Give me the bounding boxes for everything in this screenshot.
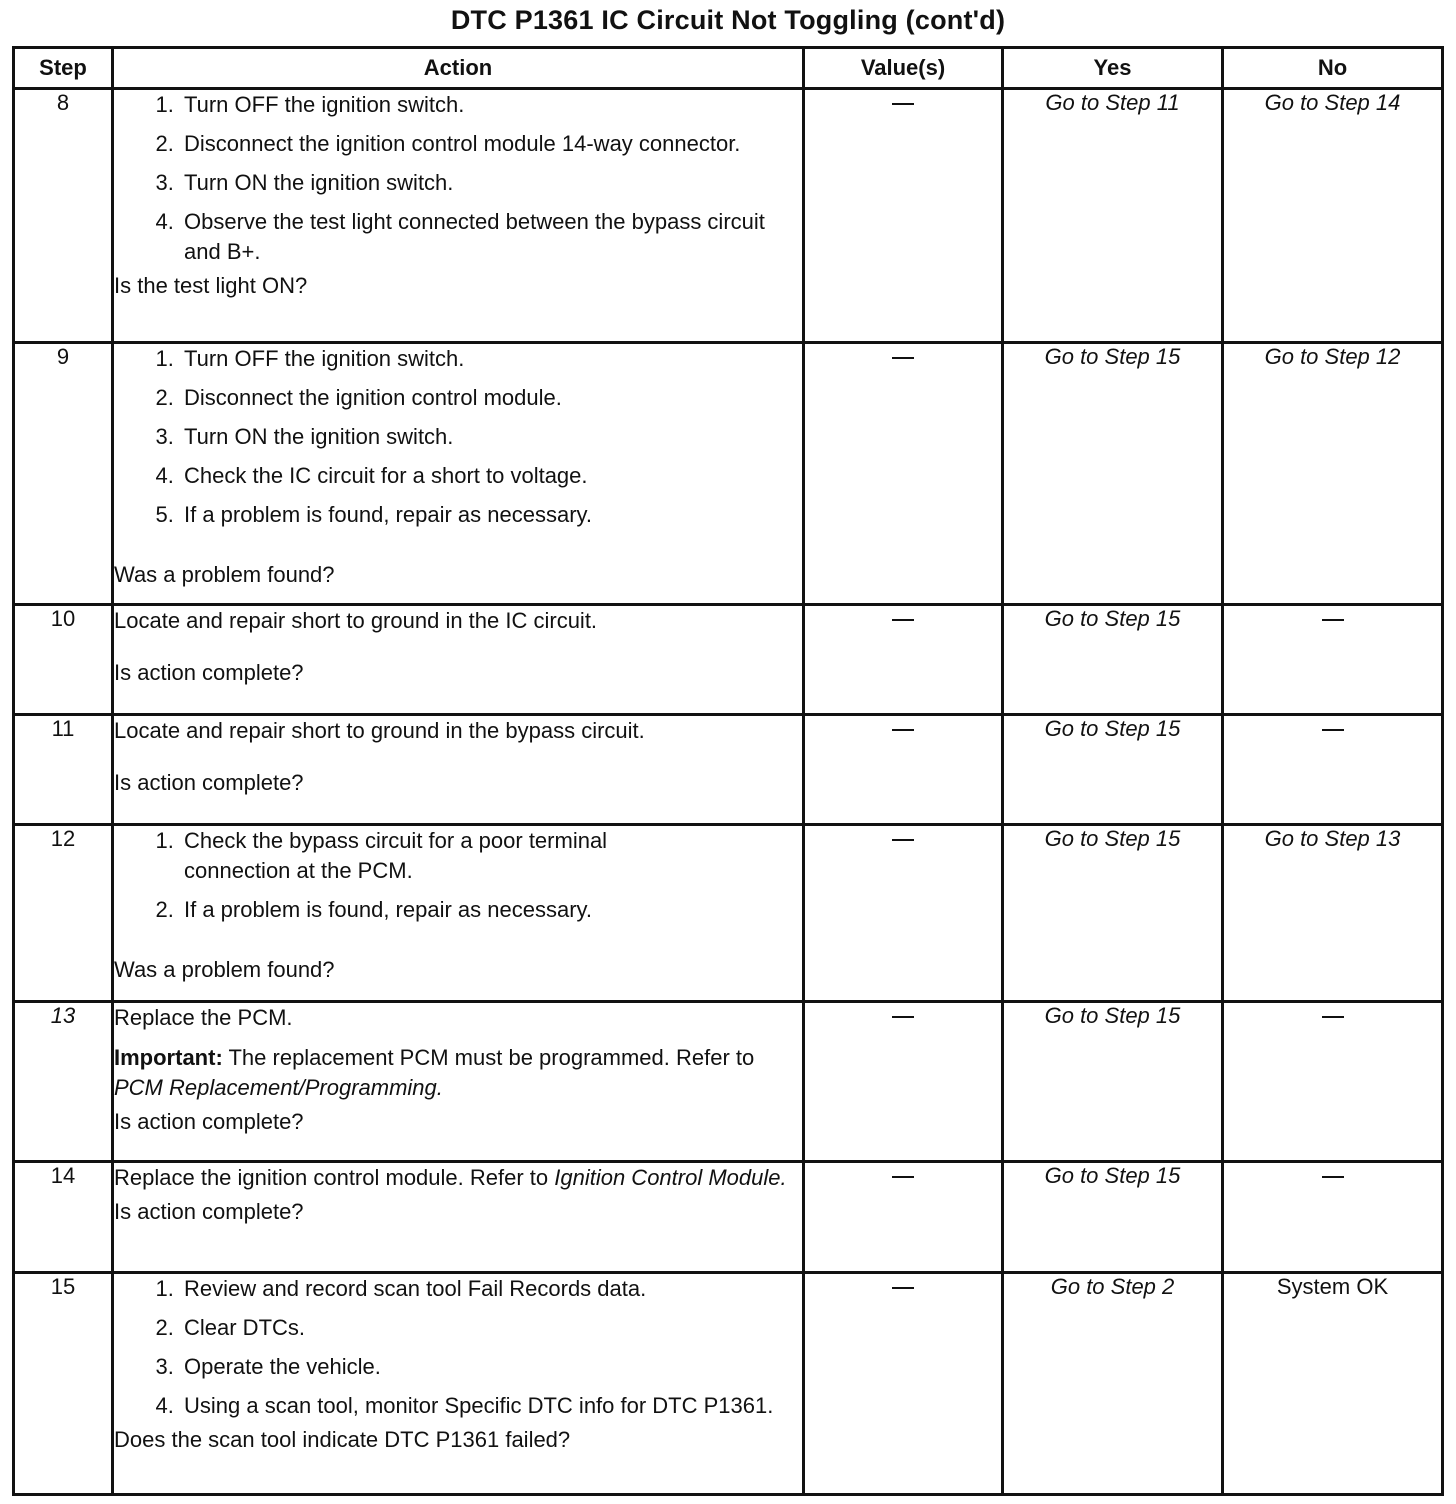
action-list (114, 826, 802, 925)
action-cell (113, 1162, 804, 1273)
step-number-italic: 13 (50, 1003, 76, 1028)
list-item: 5. If a problem is found, repair as necessary. (180, 500, 802, 530)
reference-link: PCM Replacement/Programming. (114, 1075, 443, 1100)
no-cell: Go to Step 14 (1223, 89, 1443, 343)
dash-mark (892, 1176, 914, 1178)
action-question: Is action complete? (114, 1109, 304, 1134)
yes-cell: Go to Step 15 (1003, 1162, 1223, 1273)
action-list (114, 1274, 802, 1421)
header-values: Value(s) (804, 48, 1003, 89)
action-list (114, 90, 802, 267)
yes-cell: Go to Step 15 (1003, 605, 1223, 715)
dash-mark (892, 729, 914, 731)
header-step: Step (14, 48, 113, 89)
list-item: 4. Check the IC circuit for a short to voltage. (180, 461, 802, 491)
list-item: 2. If a problem is found, repair as necessary. (180, 895, 802, 925)
list-item: 1. Turn OFF the ignition switch. (180, 344, 802, 374)
table-row (14, 89, 1443, 343)
dash-mark (1322, 1016, 1344, 1018)
list-item: 3. Turn ON the ignition switch. (180, 168, 802, 198)
action-question: Is action complete? (114, 770, 304, 795)
important-text: The replacement PCM must be programmed. Refer to (222, 1045, 755, 1070)
value-cell (804, 1273, 1003, 1495)
action-question: Was a problem found? (114, 562, 335, 587)
yes-cell: Go to Step 15 (1003, 825, 1223, 1002)
reference-link: Ignition Control Module. (554, 1165, 787, 1190)
page-title: DTC P1361 IC Circuit Not Toggling (cont'd) (450, 5, 1006, 35)
no-cell (1223, 1162, 1443, 1273)
action-question: Does the scan tool indicate DTC P1361 failed? (114, 1427, 571, 1452)
list-item: 1. Check the bypass circuit for a poor terminal connection at the PCM. (180, 826, 802, 886)
no-cell: Go to Step 13 (1223, 825, 1443, 1002)
action-cell (113, 89, 804, 343)
action-question: Is action complete? (114, 660, 304, 685)
list-item: 1. Turn OFF the ignition switch. (180, 90, 802, 120)
list-item: 4. Observe the test light connected between the bypass circuit and B+. (180, 207, 802, 267)
step-number: 15 (14, 1273, 113, 1495)
no-cell (1223, 715, 1443, 825)
no-cell (1223, 605, 1443, 715)
step-number: 14 (14, 1162, 113, 1273)
action-text: Replace the PCM. (114, 1005, 293, 1030)
important-label: Important: (114, 1045, 223, 1070)
table-row (14, 343, 1443, 605)
list-item: 3. Operate the vehicle. (180, 1352, 802, 1382)
header-action: Action (113, 48, 804, 89)
dash-mark (892, 357, 914, 359)
no-cell (1223, 1002, 1443, 1162)
no-cell: System OK (1223, 1273, 1443, 1495)
header-row (14, 48, 1443, 89)
action-question: Was a problem found? (114, 957, 335, 982)
no-cell: Go to Step 12 (1223, 343, 1443, 605)
value-cell (804, 825, 1003, 1002)
dash-mark (1322, 729, 1344, 731)
step-number: 9 (14, 343, 113, 605)
value-cell (804, 715, 1003, 825)
action-cell (113, 825, 804, 1002)
step-number: 12 (14, 825, 113, 1002)
yes-cell: Go to Step 11 (1003, 89, 1223, 343)
table-row (14, 1273, 1443, 1495)
dash-mark (1322, 1176, 1344, 1178)
table-row (14, 1162, 1443, 1273)
dash-mark (1322, 619, 1344, 621)
value-cell (804, 605, 1003, 715)
dash-mark (892, 839, 914, 841)
list-item: 2. Disconnect the ignition control module. (180, 383, 802, 413)
action-cell (113, 605, 804, 715)
yes-cell: Go to Step 15 (1003, 715, 1223, 825)
yes-cell: Go to Step 15 (1003, 343, 1223, 605)
action-cell (113, 1002, 804, 1162)
action-list (114, 344, 802, 530)
step-number: 8 (14, 89, 113, 343)
step-number: 11 (14, 715, 113, 825)
action-text-main: Replace the ignition control module. Refer to (114, 1165, 555, 1190)
action-text: Locate and repair short to ground in the IC circuit. (114, 608, 598, 633)
action-text (114, 1163, 802, 1193)
table-row (14, 715, 1443, 825)
header-no: No (1223, 48, 1443, 89)
action-question: Is the test light ON? (114, 273, 308, 298)
list-item: 2. Disconnect the ignition control module 14-way connector. (180, 129, 802, 159)
table-row (14, 825, 1443, 1002)
dash-mark (892, 619, 914, 621)
dash-mark (892, 103, 914, 105)
list-item: 2. Clear DTCs. (180, 1313, 802, 1343)
action-cell (113, 343, 804, 605)
value-cell (804, 1162, 1003, 1273)
step-number (14, 1002, 113, 1162)
action-cell (113, 1273, 804, 1495)
list-item: 3. Turn ON the ignition switch. (180, 422, 802, 452)
header-yes: Yes (1003, 48, 1223, 89)
table-row (14, 605, 1443, 715)
value-cell (804, 1002, 1003, 1162)
list-item: 4. Using a scan tool, monitor Specific DTC info for DTC P1361. (180, 1391, 802, 1421)
yes-cell: Go to Step 15 (1003, 1002, 1223, 1162)
table-row (14, 1002, 1443, 1162)
value-cell (804, 89, 1003, 343)
yes-cell: Go to Step 2 (1003, 1273, 1223, 1495)
step-number: 10 (14, 605, 113, 715)
value-cell (804, 343, 1003, 605)
important-note (114, 1043, 802, 1103)
diagnostic-table (12, 46, 1444, 1496)
dash-mark (892, 1016, 914, 1018)
action-cell (113, 715, 804, 825)
action-question: Is action complete? (114, 1199, 304, 1224)
list-item: 1. Review and record scan tool Fail Records data. (180, 1274, 802, 1304)
dash-mark (892, 1287, 914, 1289)
action-text: Locate and repair short to ground in the bypass circuit. (114, 718, 645, 743)
